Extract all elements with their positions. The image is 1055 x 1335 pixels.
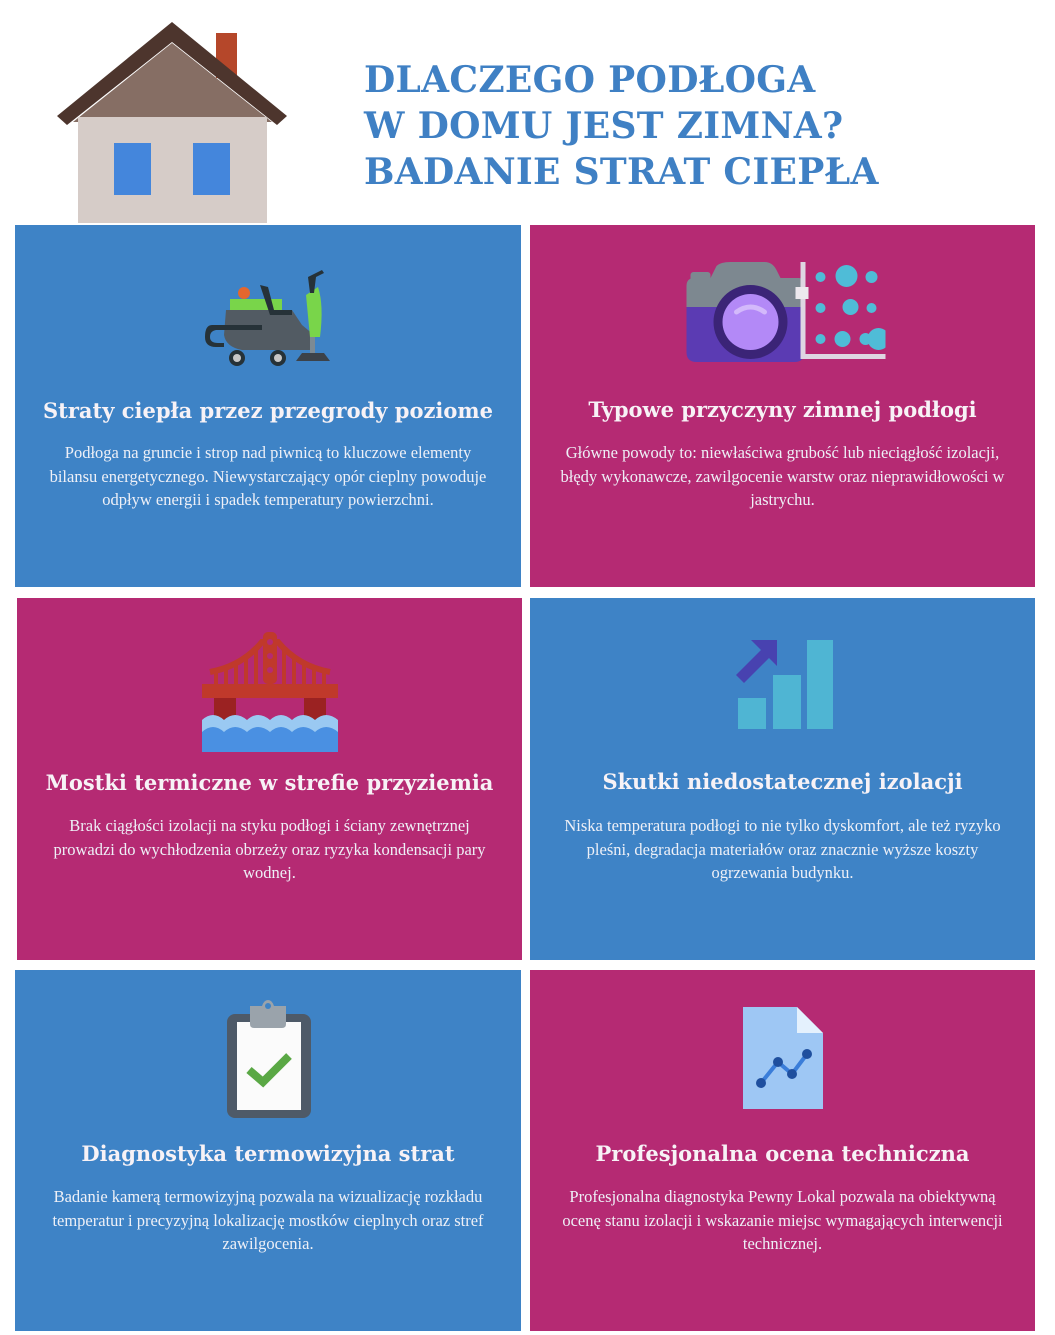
card-title: Profesjonalna ocena techniczna [595, 1141, 970, 1166]
card-body: Brak ciągłości izolacji na styku podłogi i ściany zewnętrznej prowadzi do wychłodzenia obrzeży oraz ryzyka kondensacji pary wodnej. [53, 816, 486, 882]
title-line-1: DLACZEGO PODŁOGA [364, 59, 816, 101]
card-title: Diagnostyka termowizyjna strat [81, 1141, 455, 1166]
card-effects [530, 598, 1035, 960]
clipboard-check-icon [223, 1000, 313, 1120]
card-heat-loss [15, 225, 521, 587]
card-title: Mostki termiczne w strefie przyziemia [45, 770, 494, 795]
house-icon [55, 20, 290, 223]
growth-chart-icon [733, 638, 833, 730]
camera-scatter-icon [680, 262, 885, 367]
card-title: Straty ciepła przez przegrody poziome [43, 398, 493, 423]
bridge-icon [202, 628, 338, 752]
title-line-2: W DOMU JEST ZIMNA? [364, 105, 844, 147]
card-thermal-bridges [17, 598, 522, 960]
card-body: Główne powody to: niewłaściwa grubość lub nieciągłość izolacji, błędy wykonawcze, zawilgocenie warstw oraz nieprawidłowości w jastrychu. [560, 443, 1005, 509]
page-title [364, 57, 879, 195]
card-body: Podłoga na gruncie i strop nad piwnicą to kluczowe elementy bilansu energetycznego. Niewystarczający opór cieplny powoduje odpływ energii i spadek temperatury powierzchni. [49, 443, 487, 509]
card-title: Skutki niedostatecznej izolacji [602, 769, 963, 794]
document-chart-icon [741, 1005, 825, 1111]
card-thermography [15, 970, 521, 1331]
title-line-3: BADANIE STRAT CIEPŁA [364, 151, 879, 193]
card-professional-assessment [530, 970, 1035, 1331]
card-causes [530, 225, 1035, 587]
floor-scrubber-icon [202, 265, 334, 367]
card-body: Profesjonalna diagnostyka Pewny Lokal pozwala na obiektywną ocenę stanu izolacji i wskazanie miejsc wymagających interwencji technicznej. [562, 1187, 1003, 1253]
card-body: Niska temperatura podłogi to nie tylko dyskomfort, ale też ryzyko pleśni, degradacja materiałów oraz znacznie wyższe koszty ogrzewania budynku. [564, 816, 1001, 882]
card-title: Typowe przyczyny zimnej podłogi [588, 397, 977, 422]
card-body: Badanie kamerą termowizyjną pozwala na wizualizację rozkładu temperatur i precyzyjną lokalizację mostków cieplnych oraz stref zawilgocenia. [52, 1187, 484, 1253]
